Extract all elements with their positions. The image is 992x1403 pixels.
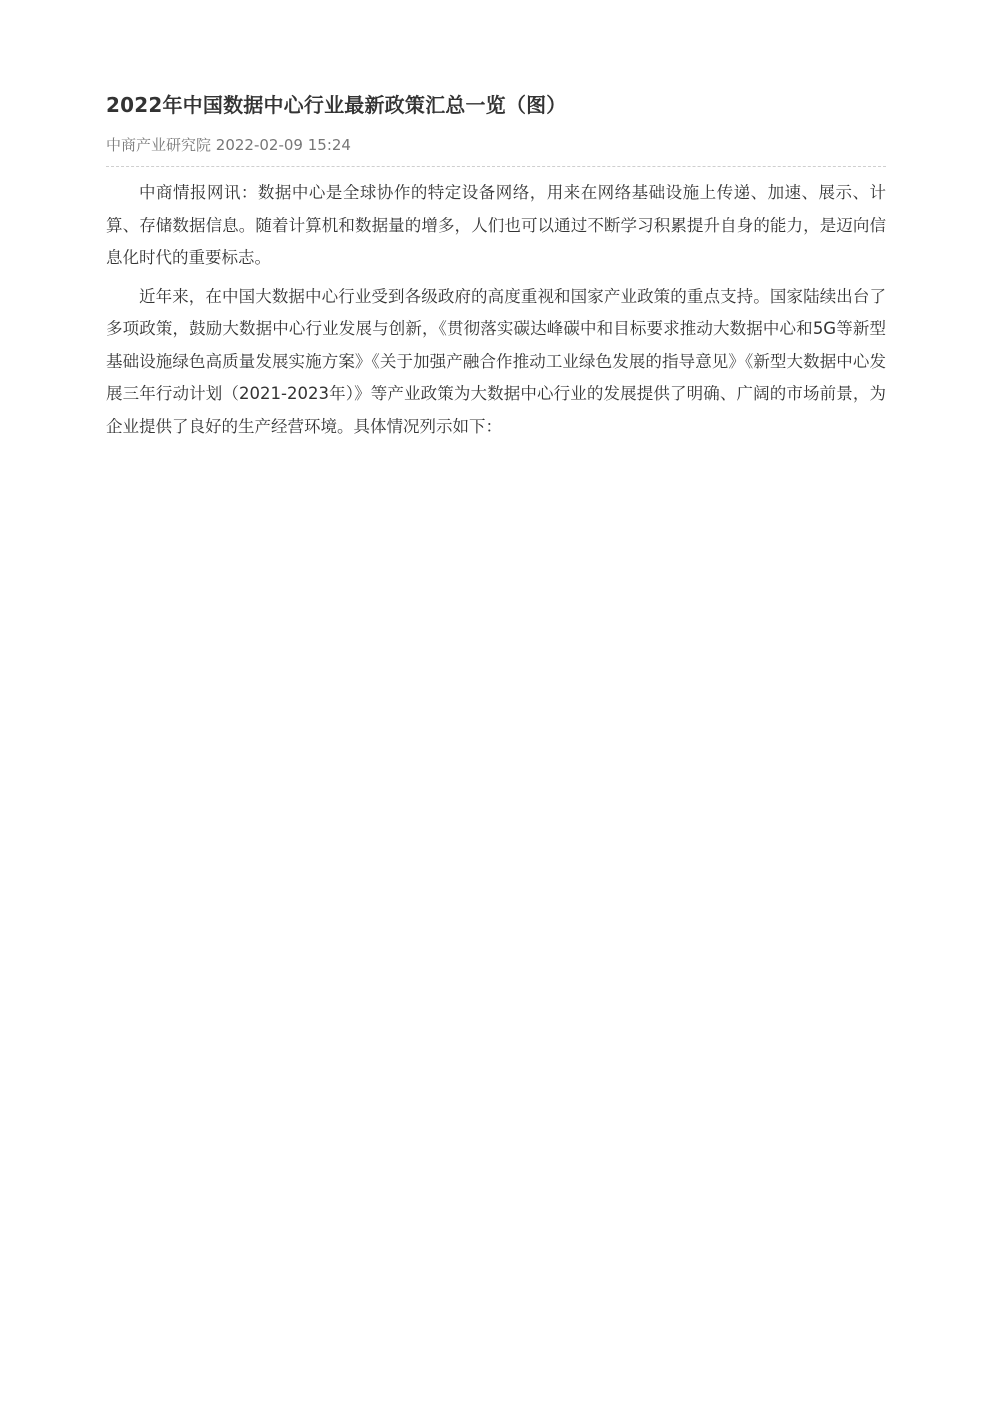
article-datetime: 2022-02-09 15:24: [215, 136, 351, 154]
article-meta: [106, 134, 886, 156]
article-title: 2022年中国数据中心行业最新政策汇总一览（图）: [106, 93, 567, 117]
paragraph-intro: 中商情报网讯：数据中心是全球协作的特定设备网络，用来在网络基础设施上传递、加速、展示、计算、存储数据信息。随着计算机和数据量的增多，人们也可以通过不断学习积累提升自身的能力，是迈向信息化时代的重要标志。: [106, 183, 886, 267]
title-divider: [106, 166, 886, 167]
article-source: 中商产业研究院: [106, 136, 212, 154]
article: [106, 88, 886, 449]
article-body: [106, 177, 886, 443]
paragraph-policies: 近年来，在中国大数据中心行业受到各级政府的高度重视和国家产业政策的重点支持。国家陆续出台了多项政策，鼓励大数据中心行业发展与创新，《贯彻落实碳达峰碳中和目标要求推动大数据中心和5G等新型基础设施绿色高质量发展实施方案》《关于加强产融合作推动工业绿色发展的指导意见》《新型大数据中心发展三年行动计划（2021-2023年）》等产业政策为大数据中心行业的发展提供了明确、广阔的市场前景，为企业提供了良好的生产经营环境。具体情况列示如下：: [106, 286, 886, 436]
